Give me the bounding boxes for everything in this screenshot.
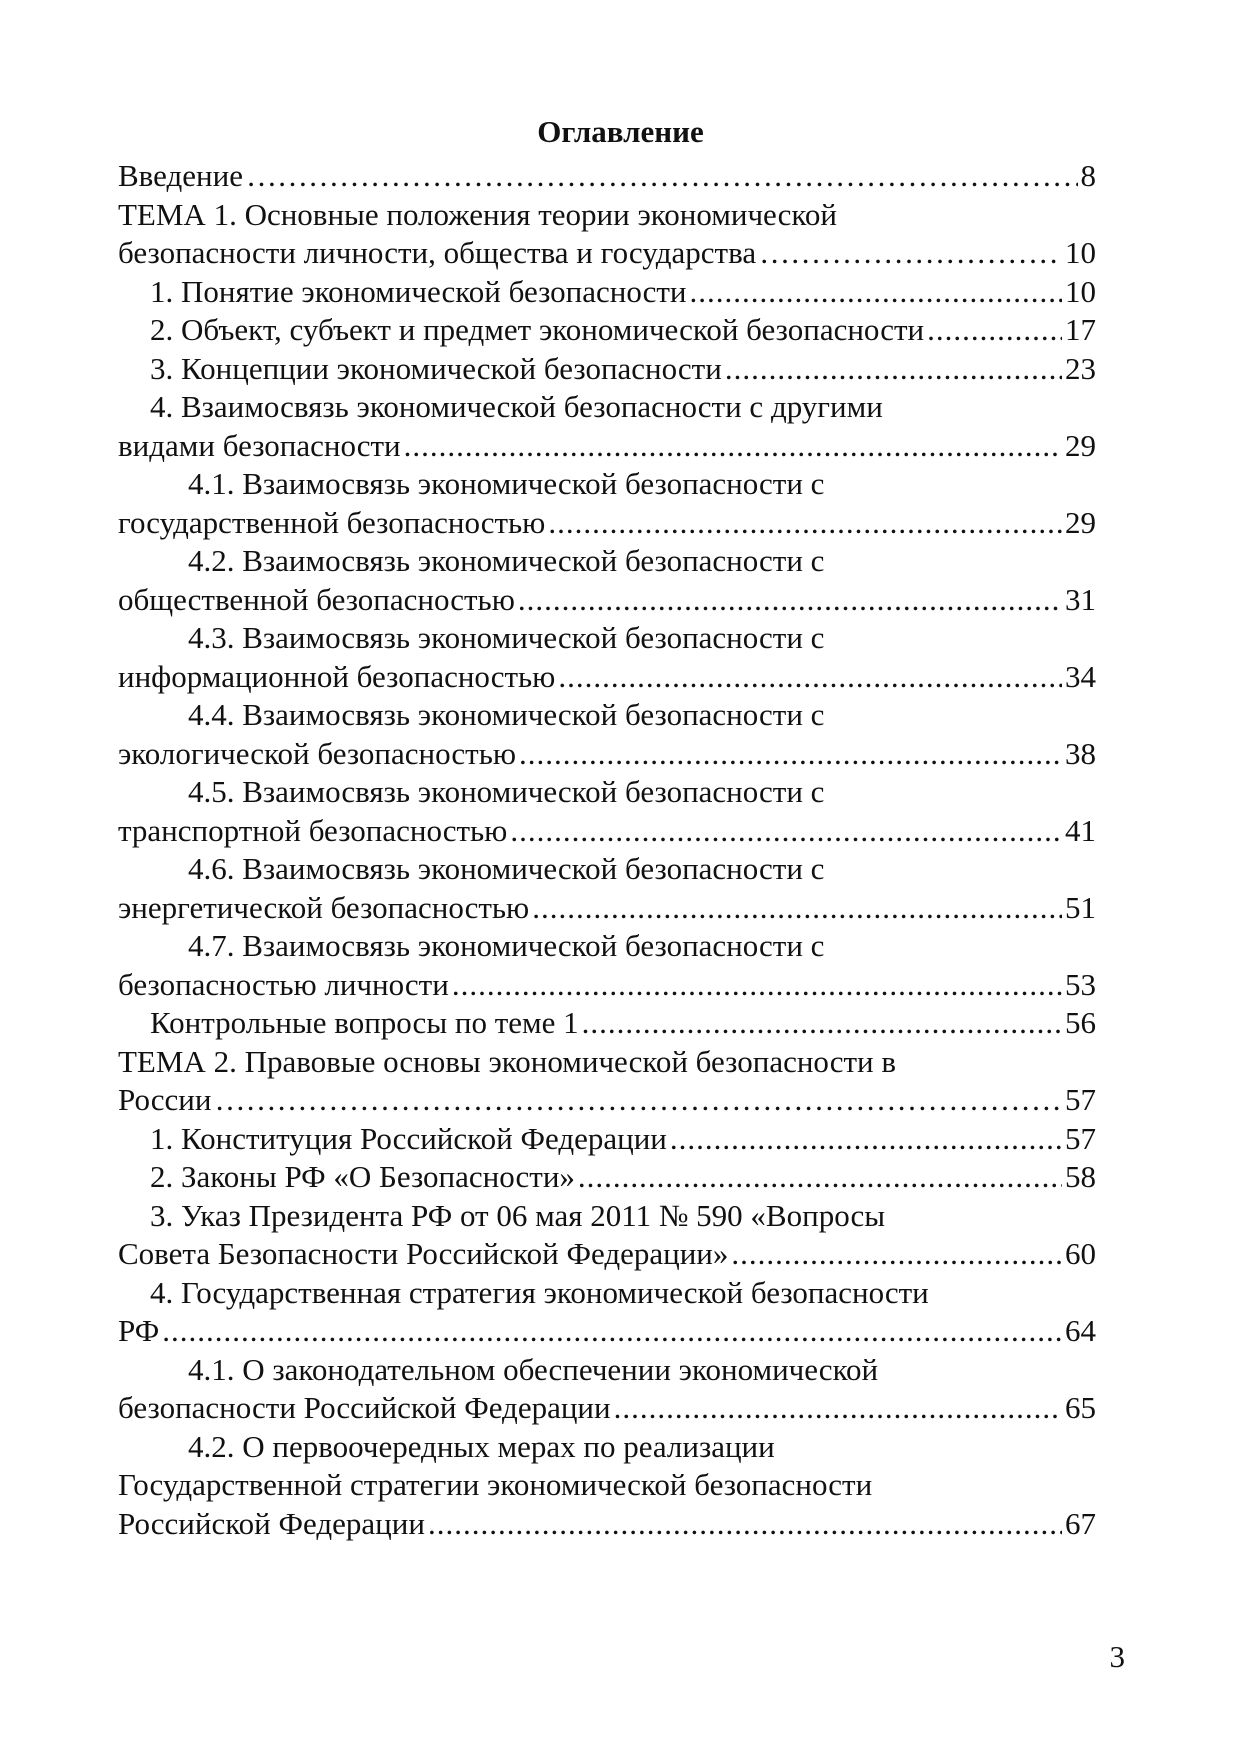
toc-entry-1-4-cont — [118, 427, 1096, 466]
toc-entry-2-4-cont — [118, 1312, 1096, 1351]
toc-entry-text: Государственной стратегии экономической безопасности — [118, 1467, 873, 1502]
toc-entry-1-4-1-cont — [118, 504, 1096, 543]
leader-dots — [690, 273, 1062, 312]
leader-dots — [214, 1081, 1062, 1120]
toc-entry-text: 1. Понятие экономической безопасности — [150, 273, 687, 309]
toc-entry-1-2 — [118, 311, 1096, 350]
toc-entry-topic-2-cont — [118, 1081, 1096, 1120]
toc-page-number: 60 — [1065, 1236, 1096, 1271]
toc-entry-text: 4. Взаимосвязь экономической безопасности с другими — [150, 389, 883, 424]
toc-entry-1-4-5-cont — [118, 812, 1096, 851]
toc-entry-text: 3. Концепции экономической безопасности — [150, 350, 722, 386]
toc-entry-1-4-4 — [118, 696, 1096, 735]
leader-dots — [558, 658, 1062, 697]
toc-entry-text: видами безопасности — [118, 427, 401, 463]
toc-entry-text: Российской Федерации — [118, 1505, 425, 1541]
toc-entry-2-4 — [118, 1274, 1096, 1313]
toc-page-number: 10 — [1065, 235, 1096, 270]
toc-entry-text: транспортной безопасностью — [118, 812, 508, 848]
toc-entry-text: 3. Указ Президента РФ от 06 мая 2011 № 590 «Вопросы — [150, 1197, 886, 1233]
toc-entry-text: информационной безопасностью — [118, 658, 556, 694]
toc-entry-2-4-2 — [118, 1428, 1096, 1467]
toc-entry-2-3-cont — [118, 1235, 1096, 1274]
toc-entry-text: 4.3. Взаимосвязь экономической безопасности с — [188, 620, 825, 655]
toc-entry-text: безопасности личности, общества и государства — [118, 235, 757, 270]
leader-dots — [614, 1389, 1062, 1428]
toc-page-number: 10 — [1065, 273, 1096, 309]
leader-dots — [162, 1312, 1062, 1351]
toc-entry-text: энергетической безопасностью — [118, 889, 530, 925]
toc-entry-2-4-2-cont — [118, 1466, 1096, 1505]
toc-page-number: 57 — [1065, 1082, 1096, 1117]
toc-entry-1-1 — [118, 273, 1096, 312]
toc-page-number: 38 — [1065, 735, 1096, 771]
toc-entry-1-4-3-cont — [118, 658, 1096, 697]
toc-entry-text: 4. Государственная стратегия экономической безопасности — [150, 1274, 929, 1310]
toc-entry-topic-1 — [118, 196, 1096, 235]
page-number: 3 — [1109, 1639, 1125, 1674]
leader-dots — [670, 1120, 1062, 1159]
toc-page-number: 41 — [1065, 812, 1096, 848]
leader-dots — [519, 735, 1062, 774]
toc-entry-text: 4.5. Взаимосвязь экономической безопасности с — [188, 774, 825, 809]
toc-entry-text: безопасностью личности — [118, 966, 449, 1002]
toc-entry-text: Контрольные вопросы по теме 1 — [150, 1005, 579, 1040]
toc-page-number: 23 — [1065, 350, 1096, 386]
leader-dots — [452, 966, 1062, 1005]
toc-page-number: 17 — [1065, 312, 1096, 347]
toc-entry-2-4-1 — [118, 1351, 1096, 1390]
toc-entry-1-4-7-cont — [118, 966, 1096, 1005]
toc-page-number: 57 — [1065, 1120, 1096, 1156]
toc-entry-text: 2. Законы РФ «О Безопасности» — [150, 1159, 575, 1194]
toc-entry-2-3 — [118, 1197, 1096, 1236]
leader-dots — [578, 1158, 1062, 1197]
toc-entry-introduction — [118, 157, 1096, 196]
leader-dots — [510, 812, 1062, 851]
toc-entry-1-4-4-cont — [118, 735, 1096, 774]
toc-entry-topic-2 — [118, 1043, 1096, 1082]
toc-entry-text: 4.1. Взаимосвязь экономической безопасности с — [188, 466, 825, 501]
toc-entry-text: 1. Конституция Российской Федерации — [150, 1120, 667, 1156]
toc-page-number: 56 — [1065, 1005, 1096, 1040]
toc-entry-text: 2. Объект, субъект и предмет экономической безопасности — [150, 312, 925, 347]
toc-entry-text: 4.7. Взаимосвязь экономической безопасности с — [188, 928, 825, 963]
toc-entry-2-1 — [118, 1120, 1096, 1159]
toc-entry-2-2 — [118, 1158, 1096, 1197]
leader-dots — [548, 504, 1062, 543]
toc-page-number: 29 — [1065, 427, 1096, 463]
toc-entry-1-4-7 — [118, 927, 1096, 966]
toc-page-number: 67 — [1065, 1505, 1096, 1541]
toc-page-number: 65 — [1065, 1390, 1096, 1425]
toc-entry-control-questions-1 — [118, 1004, 1096, 1043]
leader-dots — [725, 350, 1062, 389]
toc-page-number: 29 — [1065, 504, 1096, 540]
toc-entry-text: 4.2. О первоочередных мерах по реализации — [188, 1428, 775, 1464]
leader-dots — [759, 234, 1062, 273]
toc-entry-text: безопасности Российской Федерации — [118, 1390, 611, 1425]
toc-entry-1-4-2 — [118, 542, 1096, 581]
toc-entry-text: 4.4. Взаимосвязь экономической безопасности с — [188, 697, 825, 732]
toc-entry-1-4-2-cont — [118, 581, 1096, 620]
toc-entry-text: Введение — [118, 158, 243, 193]
toc-page-number: 58 — [1065, 1159, 1096, 1194]
leader-dots — [582, 1004, 1062, 1043]
toc-entry-1-4 — [118, 388, 1096, 427]
leader-dots — [731, 1235, 1062, 1274]
toc-entry-text: экологической безопасностью — [118, 735, 517, 771]
toc-entry-1-4-6-cont — [118, 889, 1096, 928]
toc-page-number: 53 — [1065, 966, 1096, 1002]
toc-entry-text: РФ — [118, 1313, 160, 1348]
toc-page-number: 64 — [1065, 1313, 1096, 1348]
table-of-contents — [118, 157, 1096, 1543]
toc-entry-text: ТЕМА 1. Основные положения теории экономической — [118, 196, 837, 232]
toc-entry-1-4-6 — [118, 850, 1096, 889]
leader-dots — [927, 311, 1062, 350]
toc-page-number: 31 — [1065, 581, 1096, 617]
toc-entry-text: 4.2. Взаимосвязь экономической безопасности с — [188, 543, 825, 578]
toc-entry-1-4-5 — [118, 773, 1096, 812]
leader-dots — [518, 581, 1062, 620]
toc-entry-text: России — [118, 1082, 212, 1117]
toc-entry-topic-1-cont — [118, 234, 1096, 273]
toc-entry-1-3 — [118, 350, 1096, 389]
toc-entry-text: 4.1. О законодательном обеспечении экономической — [188, 1351, 879, 1387]
toc-page-number: 8 — [1080, 158, 1096, 193]
toc-entry-text: 4.6. Взаимосвязь экономической безопасности с — [188, 851, 825, 886]
toc-entry-text: государственной безопасностью — [118, 504, 546, 540]
leader-dots — [246, 157, 1078, 196]
toc-entry-text: общественной безопасностью — [118, 581, 515, 617]
leader-dots — [532, 889, 1062, 928]
toc-title: Оглавление — [537, 114, 704, 149]
toc-page-number: 34 — [1065, 658, 1096, 694]
toc-entry-2-4-1-cont — [118, 1389, 1096, 1428]
toc-entry-1-4-1 — [118, 465, 1096, 504]
toc-entry-2-4-2-cont-2 — [118, 1505, 1096, 1544]
toc-entry-text: Совета Безопасности Российской Федерации» — [118, 1236, 729, 1271]
leader-dots — [404, 427, 1062, 466]
toc-entry-text: ТЕМА 2. Правовые основы экономической безопасности в — [118, 1043, 896, 1079]
toc-page-number: 51 — [1065, 889, 1096, 925]
leader-dots — [428, 1505, 1062, 1544]
toc-entry-1-4-3 — [118, 619, 1096, 658]
